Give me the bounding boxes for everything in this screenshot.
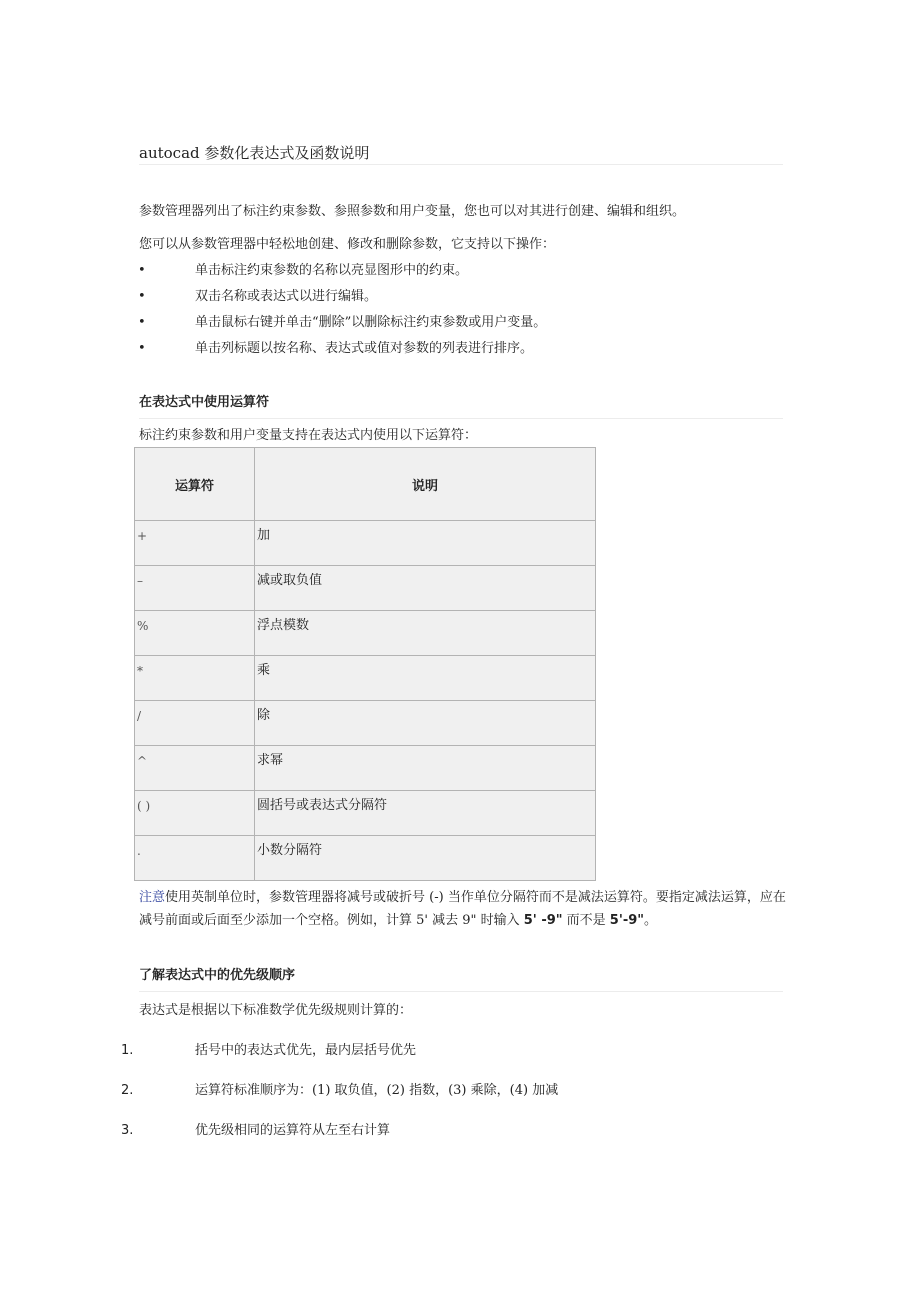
note-text: 使用英制单位时，参数管理器将减号或破折号 (-) 当作单位分隔符而不是减法运算符。要指定减法运算，应在减号前面或后面至少添加一个空格。例如，计算 5' 减去 9" 时输入 xyxy=(139,890,786,928)
bullet-item xyxy=(0,262,900,280)
document-title: autocad 参数化表达式及函数说明 xyxy=(139,143,783,165)
bullet-item xyxy=(0,314,900,332)
note-text: 而不是 xyxy=(562,913,610,928)
bullet-icon: • xyxy=(138,263,146,278)
list-text: 优先级相同的运算符从左至右计算 xyxy=(195,1123,391,1138)
description-cell: 加 xyxy=(255,521,596,566)
operator-cell: / xyxy=(135,701,255,746)
table-row xyxy=(135,521,596,566)
table-row xyxy=(135,746,596,791)
description-cell: 减或取负值 xyxy=(255,566,596,611)
list-number: 2. xyxy=(121,1083,134,1098)
bullet-icon: • xyxy=(138,315,146,330)
operators-lead: 标注约束参数和用户变量支持在表达式内使用以下运算符： xyxy=(139,428,478,443)
table-row xyxy=(135,611,596,656)
bullet-text: 单击列标题以按名称、表达式或值对参数的列表进行排序。 xyxy=(195,341,534,356)
list-text: 括号中的表达式优先，最内层括号优先 xyxy=(195,1043,417,1058)
list-text: 运算符标准顺序为：(1) 取负值，(2) 指数，(3) 乘除，(4) 加减 xyxy=(195,1083,559,1098)
bullet-icon: • xyxy=(138,341,146,356)
table-row xyxy=(135,701,596,746)
description-cell: 圆括号或表达式分隔符 xyxy=(255,791,596,836)
operator-cell: + xyxy=(135,521,255,566)
operator-cell: * xyxy=(135,656,255,701)
description-cell: 小数分隔符 xyxy=(255,836,596,881)
section-heading-operators: 在表达式中使用运算符 xyxy=(139,394,783,419)
operator-cell: ( ) xyxy=(135,791,255,836)
table-row xyxy=(135,836,596,881)
column-header-operator: 运算符 xyxy=(135,448,255,521)
description-cell: 求幂 xyxy=(255,746,596,791)
intro-paragraph-1: 参数管理器列出了标注约束参数、参照参数和用户变量，您也可以对其进行创建、编辑和组织。 xyxy=(139,204,686,219)
note-example-wrong: 5'-9" xyxy=(609,913,645,928)
operator-cell: % xyxy=(135,611,255,656)
bullet-item xyxy=(0,340,900,358)
description-cell: 乘 xyxy=(255,656,596,701)
operator-cell: – xyxy=(135,566,255,611)
note-label: 注意 xyxy=(139,890,166,905)
column-header-description: 说明 xyxy=(255,448,596,521)
table-row xyxy=(135,656,596,701)
intro-paragraph-2: 您可以从参数管理器中轻松地创建、修改和删除参数，它支持以下操作： xyxy=(139,237,556,252)
bullet-text: 双击名称或表达式以进行编辑。 xyxy=(195,289,378,304)
table-row xyxy=(135,791,596,836)
list-number: 3. xyxy=(121,1123,134,1138)
bullet-icon: • xyxy=(138,289,146,304)
table-header-row xyxy=(135,448,596,521)
operators-table xyxy=(134,447,596,881)
note-paragraph xyxy=(139,886,787,932)
operator-cell: ^ xyxy=(135,746,255,791)
description-cell: 除 xyxy=(255,701,596,746)
section-heading-precedence: 了解表达式中的优先级顺序 xyxy=(139,967,783,992)
list-number: 1. xyxy=(121,1043,134,1058)
bullet-text: 单击标注约束参数的名称以亮显图形中的约束。 xyxy=(195,263,469,278)
list-item xyxy=(0,1082,900,1100)
precedence-lead: 表达式是根据以下标准数学优先级规则计算的： xyxy=(139,1003,413,1018)
bullet-item xyxy=(0,288,900,306)
bullet-text: 单击鼠标右键并单击“删除”以删除标注约束参数或用户变量。 xyxy=(195,315,547,330)
list-item xyxy=(0,1042,900,1060)
operator-cell: . xyxy=(135,836,255,881)
note-text: 。 xyxy=(644,913,658,928)
note-example-correct: 5' -9" xyxy=(523,913,563,928)
table-row xyxy=(135,566,596,611)
list-item xyxy=(0,1122,900,1140)
description-cell: 浮点模数 xyxy=(255,611,596,656)
